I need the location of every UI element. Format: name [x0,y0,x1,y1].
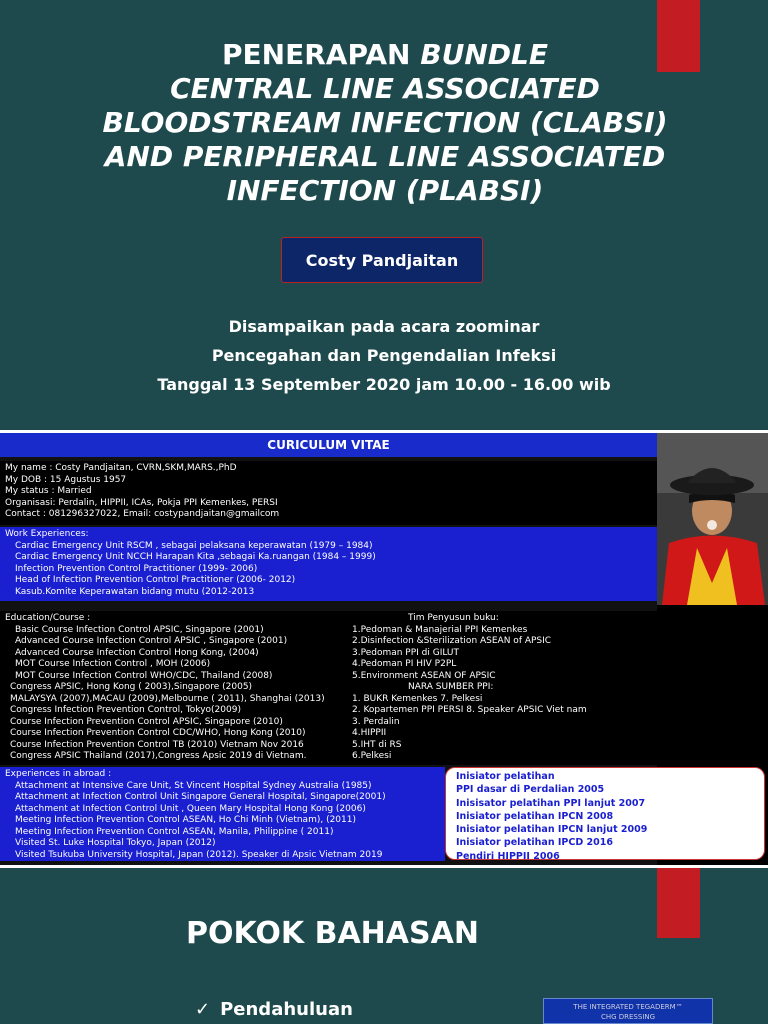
personal-row: My name : Costy Pandjaitan, CVRN,SKM,MARS.,PhD [5,463,237,473]
education-item: Course Infection Prevention Control TB (2010) Vietnam Nov 2016 [10,739,304,750]
books-and-sources [352,613,652,763]
education-block [0,611,657,765]
abroad-item: Attachment at Infection Control Unit Singapore General Hospital, Singapore(2001) [15,792,386,802]
work-item: Cardiac Emergency Unit NCCH Harapan Kita ,sebagai Ka.ruangan (1984 – 1999) [15,552,376,562]
accent-bar [657,868,700,938]
abroad-item: Visited Tsukuba University Hospital, Japan (2012). Speaker di Apsic Vietnam 2019 [15,849,383,860]
agenda-slide [0,868,768,1024]
checkmark-icon: ✓ [195,999,211,1020]
title-bundle-word: BUNDLE [420,38,548,71]
education-item: Advanced Course Infection Control Hong Kong, (2004) [15,647,259,658]
book-item: 2.Disinfection &Sterilization ASEAN of APSIC [352,636,552,646]
work-item: Head of Infection Prevention Control Practitioner (2006- 2012) [15,575,296,585]
initiator-item: Inisisator pelatihan PPI lanjut 2007 [456,797,646,809]
book-item: 4.Pedoman PI HIV P2PL [352,659,457,669]
source-item: 4.HIPPII [352,728,387,738]
education-item: Course Infection Prevention Control APSIC, Singapore (2010) [10,716,283,727]
book-item: 5.Environment ASEAN OF APSIC [352,670,496,681]
abroad-item: Visited St. Luke Hospital Tokyo, Japan (2012) [15,838,216,848]
abroad-experience-block [0,767,445,861]
abroad-title: Experiences in abroad : [5,769,112,779]
initiator-item: Inisiator pelatihan IPCN lanjut 2009 [456,824,648,836]
education-item: MOT Course Infection Control , MOH (2006) [15,659,211,669]
personal-row: My status : Married [5,486,92,496]
sources-title: NARA SUMBER PPI: [408,682,494,692]
abroad-item: Attachment at Intensive Care Unit, St Vincent Hospital Sydney Australia (1985) [15,780,372,791]
abroad-item: Meeting Infection Prevention Control ASEAN, Ho Chi Minh (Vietnam), (2011) [15,815,356,825]
education-item: Advanced Course Infection Control APSIC , Singapore (2001) [15,636,288,646]
product-label-line-1: THE INTEGRATED TEGADERM™ [573,1003,683,1011]
source-item: 2. Kopartemen PPI PERSI 8. Speaker APSIC Viet nam [352,705,587,715]
work-item: Kasub.Komite Keperawatan bidang mutu (2012-2013 [15,586,255,597]
title-line-2: CENTRAL LINE ASSOCIATED [170,72,600,105]
agenda-title: POKOK BAHASAN [186,916,479,951]
title-line-4: AND PERIPHERAL LINE ASSOCIATED [104,140,666,173]
source-item: 3. Perdalin [352,716,400,727]
agenda-item-label: Pendahuluan [220,999,353,1020]
education-item: Congress APSIC Thailand (2017),Congress Apsic 2019 di Vietnam. [10,751,307,761]
education-item: Course Infection Prevention Control CDC/WHO, Hong Kong (2010) [10,728,306,738]
product-image [543,998,713,1024]
title-line-1: PENERAPAN BUNDLE [222,38,548,71]
abroad-item: Meeting Infection Prevention Control ASEAN, Manila, Philippine ( 2011) [15,826,334,837]
work-item: Infection Prevention Control Practitioner (1999- 2006) [15,563,258,574]
work-title: Work Experiences: [5,529,89,539]
books-title: Tim Penyusun buku: [408,613,499,623]
personal-row: Contact : 081296327022, Email: costypandjaitan@gmailcom [5,509,280,519]
cv-slide [0,433,768,865]
source-item: 5.IHT di RS [352,739,402,750]
work-experience-block [0,527,657,601]
education-title: Education/Course : [5,613,91,623]
slide-title [60,38,710,208]
abroad-item: Attachment at Infection Control Unit , Queen Mary Hospital Hong Kong (2006) [15,803,366,814]
initiator-box [445,767,765,860]
initiator-item: Inisiator pelatihan [456,771,555,782]
event-line-3: Tanggal 13 September 2020 jam 10.00 - 16.00 wib [157,375,611,394]
presenter-photo [657,433,768,605]
education-item: Congress Infection Prevention Control, Tokyo(2009) [10,705,241,715]
title-line-5: INFECTION (PLABSI) [226,174,544,207]
education-item: Congress APSIC, Hong Kong ( 2003),Singapore (2005) [10,682,253,692]
source-item: 6.Pelkesi [352,751,392,761]
work-item: Cardiac Emergency Unit RSCM , sebagai pelaksana keperawatan (1979 – 1984) [15,540,373,551]
initiator-item: PPI dasar di Perdalian 2005 [456,784,605,796]
agenda-item [195,999,353,1020]
education-item: MALAYSYA (2007),MACAU (2009),Melbourne ( 2011), Shanghai (2013) [10,693,325,704]
book-item: 3.Pedoman PPI di GILUT [352,647,460,658]
title-line-3: BLOODSTREAM INFECTION (CLABSI) [102,106,668,139]
initiator-item: Inisiator pelatihan IPCD 2016 [456,837,613,849]
graduation-portrait-image [657,433,768,605]
source-item: 1. BUKR Kemenkes 7. Pelkesi [352,693,483,704]
personal-row: Organisasi: Perdalin, HIPPII, ICAs, Pokja PPI Kemenkes, PERSI [5,497,278,508]
product-label-line-2: CHG DRESSING [600,1013,656,1021]
event-info [0,312,768,399]
event-line-2: Pencegahan dan Pengendalian Infeksi [211,346,557,365]
initiator-item: Pendiri HIPPII 2006 [456,850,560,862]
personal-info-block [0,461,657,525]
book-item: 1.Pedoman & Manajerial PPI Kemenkes [352,624,528,635]
education-item: MOT Course Infection Control WHO/CDC, Thailand (2008) [15,670,273,681]
education-list [5,613,345,763]
initiator-item: Inisiator pelatihan IPCN 2008 [456,810,614,822]
personal-row: My DOB : 15 Agustus 1957 [5,474,127,485]
event-line-1: Disampaikan pada acara zoominar [228,317,540,336]
cv-header: CURICULUM VITAE [0,433,657,457]
title-slide [0,0,768,430]
presenter-name-box: Costy Pandjaitan [281,237,483,283]
education-item: Basic Course Infection Control APSIC, Singapore (2001) [15,624,264,635]
